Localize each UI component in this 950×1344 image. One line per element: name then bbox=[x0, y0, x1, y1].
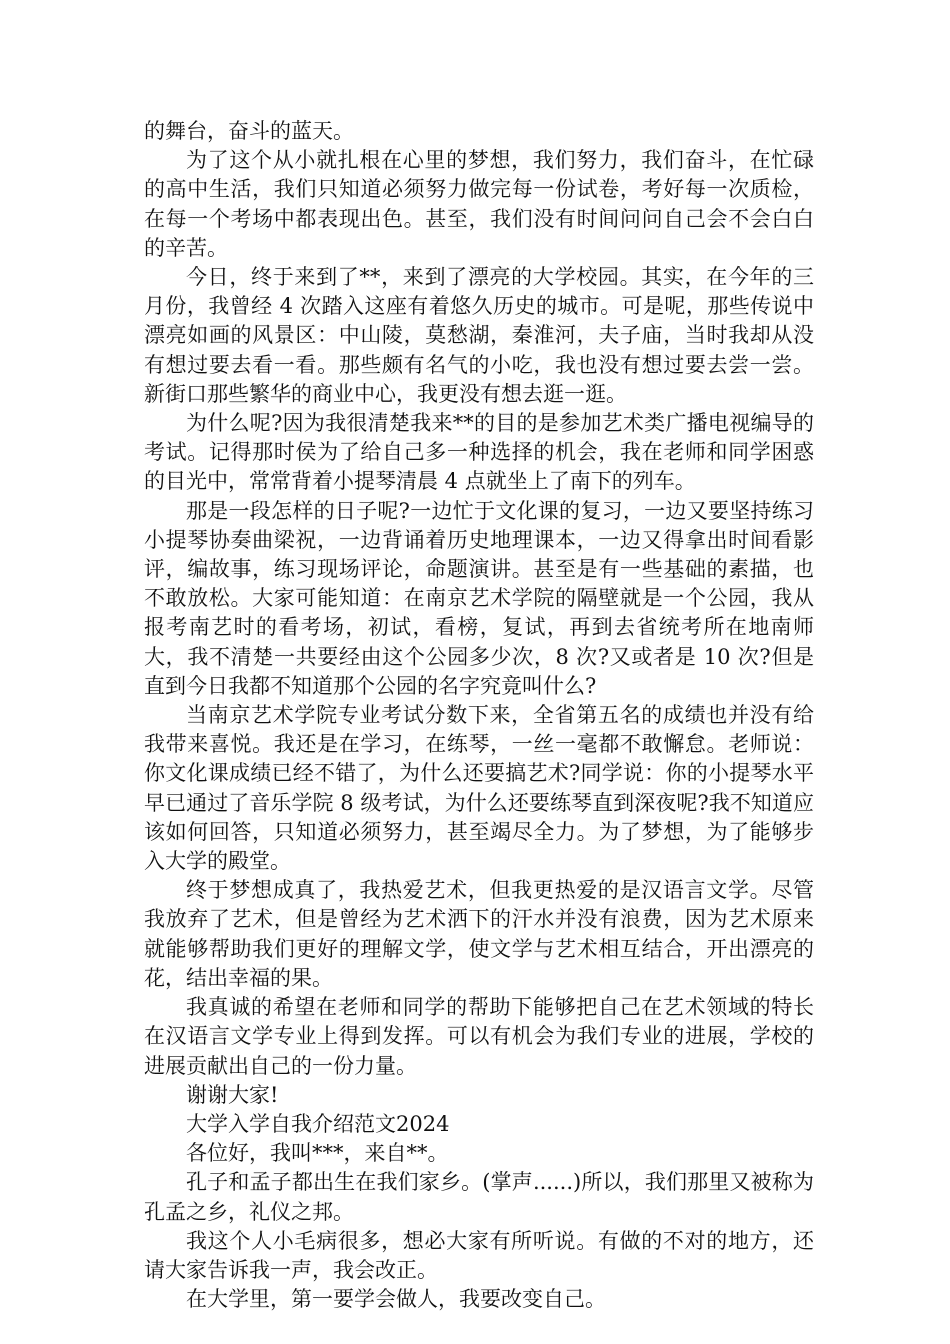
paragraph-7: 终于梦想成真了，我热爱艺术，但我更热爱的是汉语言文学。尽管我放弃了艺术，但是曾经为艺术洒下的汗水并没有浪费，因为艺术原来就能够帮助我们更好的理解文学，使文学与艺术相互结合，开出漂亮的花，结出幸福的果。 bbox=[144, 878, 814, 990]
paragraph-8: 我真诚的希望在老师和同学的帮助下能够把自己在艺术领域的特长在汉语言文学专业上得到发挥。可以有机会为我们专业的进展，学校的进展贡献出自己的一份力量。 bbox=[144, 995, 814, 1078]
paragraph-12: 孔子和孟子都出生在我们家乡。(掌声......)所以，我们那里又被称为孔孟之乡，礼仪之邦。 bbox=[144, 1170, 814, 1224]
section-heading: 大学入学自我介绍范文2024 bbox=[186, 1111, 450, 1136]
paragraph-1: 的舞台，奋斗的蓝天。 bbox=[144, 119, 354, 143]
paragraph-13: 我这个人小毛病很多，想必大家有所听说。有做的不对的地方，还请大家告诉我一声，我会改正。 bbox=[144, 1228, 814, 1282]
paragraph-4: 为什么呢?因为我很清楚我来**的目的是参加艺术类广播电视编导的考试。记得那时侯为了给自己多一种选择的机会，我在老师和同学困惑的目光中，常常背着小提琴清晨 4 点就坐上了南下的列车。 bbox=[144, 411, 814, 494]
paragraph-11: 各位好，我叫***，来自**。 bbox=[186, 1141, 449, 1166]
document-body bbox=[144, 117, 814, 1314]
paragraph-14: 在大学里，第一要学会做人，我要改变自己。 bbox=[186, 1287, 606, 1312]
paragraph-3: 今日，终于来到了**，来到了漂亮的大学校园。其实，在今年的三月份，我曾经 4 次踏入这座有着悠久历史的城市。可是呢，那些传说中漂亮如画的风景区：中山陵，莫愁湖，秦淮河，夫子庙，当时我却从没有想过要去看一看。那些颇有名气的小吃，我也没有想过要去尝一尝。新街口那些繁华的商业中心，我更没有想去逛一逛。 bbox=[144, 265, 814, 406]
closing-thanks: 谢谢大家! bbox=[186, 1082, 279, 1107]
paragraph-6: 当南京艺术学院专业考试分数下来，全省第五名的成绩也并没有给我带来喜悦。我还是在学习，在练琴，一丝一毫都不敢懈怠。老师说：你文化课成绩已经不错了，为什么还要搞艺术?同学说：你的小提琴水平早已通过了音乐学院 8 级考试，为什么还要练琴直到深夜呢?我不知道应该如何回答，只知道必须努力，甚至竭尽全力。为了梦想，为了能够步入大学的殿堂。 bbox=[144, 703, 814, 874]
paragraph-2: 为了这个从小就扎根在心里的梦想，我们努力，我们奋斗，在忙碌的高中生活，我们只知道必须努力做完每一份试卷，考好每一次质检，在每一个考场中都表现出色。甚至，我们没有时间问问自己会不会白白的辛苦。 bbox=[144, 148, 814, 260]
paragraph-5: 那是一段怎样的日子呢?一边忙于文化课的复习，一边又要坚持练习小提琴协奏曲梁祝，一边背诵着历史地理课本，一边又得拿出时间看影评，编故事，练习现场评论，命题演讲。甚至是有一些基础的素描，也不敢放松。大家可能知道：在南京艺术学院的隔壁就是一个公园，我从报考南艺时的看考场，初试，看榜，复试，再到去省统考所在地南师大，我不清楚一共要经由这个公园多少次，8 次?又或者是 10 次?但是直到今日我都不知道那个公园的名字究竟叫什么? bbox=[144, 498, 814, 698]
